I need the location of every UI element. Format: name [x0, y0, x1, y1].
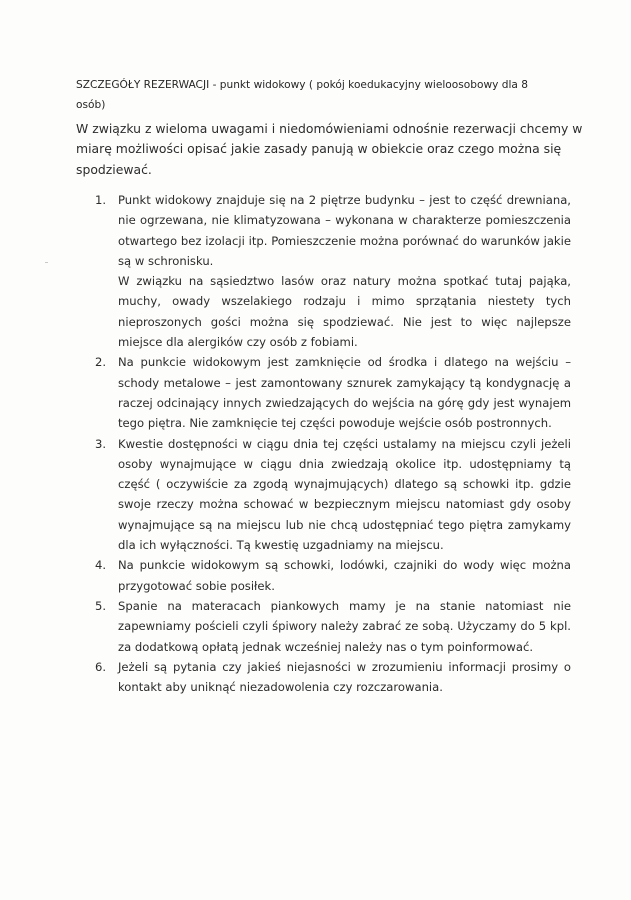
rule-text: Na punkcie widokowym jest zamknięcie od środka i dlatego na wejściu – schody metalowe – jest zamontowany sznurek zamykający tą kondygnację a raczej odcinający innych zwiedzających do wejścia na górę gdy jest wynajem tego piętra. Nie zamknięcie tej części powoduje wejście osób postronnych.	[118, 355, 571, 431]
title-line-2: osób)	[76, 99, 106, 111]
rule-text: Jeżeli są pytania czy jakieś niejasności w zrozumieniu informacji prosimy o kontakt aby uniknąć niezadowolenia czy rozczarowania.	[118, 659, 571, 695]
rule-number: 6.	[95, 659, 107, 674]
rule-number: 3.	[95, 436, 107, 451]
rule-number: 1.	[95, 193, 107, 207]
rule-text: Na punkcie widokowym są schowki, lodówki, czajniki do wody więc można przygotować sobie posiłek.	[118, 558, 571, 593]
intro-paragraph: W związku z wieloma uwagami i niedomówieniami odnośnie rezerwacji chcemy w miarę możliwości opisać jakie zasady panują w obiekcie oraz czego można się spodziewać.	[76, 121, 583, 177]
rule-item-3	[95, 434, 571, 556]
rule-number: 4.	[95, 558, 107, 573]
rule-item-1	[95, 190, 571, 352]
rule-item-6	[95, 657, 571, 698]
rule-text: Punkt widokowy znajduje się na 2 piętrze budynku – jest to część drewniana, nie ogrzewana, nie klimatyzowana – wykonana w charakterze pomieszczenia otwartego bez izolacji itp. Pomieszczenie można porównać do warunków jakie są w schronisku.	[118, 193, 571, 268]
document-title	[76, 75, 556, 115]
rule-item-4	[95, 555, 571, 596]
title-line-1: SZCZEGÓŁY REZERWACJI - punkt widokowy ( pokój koedukacyjny wieloosobowy dla 8	[76, 79, 529, 91]
rule-number: 2.	[95, 355, 107, 370]
rule-item-2	[95, 352, 571, 433]
rule-text: Spanie na materacach piankowych mamy je na stanie natomiast nie zapewniamy pościeli czyli śpiwory należy zabrać ze sobą. Użyczamy do 5 kpl. za dodatkową opłatą jednak wcześniej należy nas o tym poinformować.	[118, 598, 571, 654]
rule-item-5	[95, 596, 571, 657]
rule-text: Kwestie dostępności w ciągu dnia tej części ustalamy na miejscu czyli jeżeli osoby wynajmujące w ciągu dnia zwiedzają okolice itp. udostępniamy tą część ( oczywiście za zgodą wynajmujących) dlatego są schowki itp. gdzie swoje rzeczy można schować w bezpiecznym miejscu natomiast gdy osoby wynajmujące są na miejscu lub nie chcą udostępniać tego piętra zamykamy dla ich wyłączności. Tą kwestię uzgadniamy na miejscu.	[118, 436, 571, 553]
scan-speck	[45, 262, 48, 263]
rules-list	[95, 190, 571, 697]
rule-text-continued: W związku na sąsiedztwo lasów oraz natury można spotkać tutaj pająka, muchy, owady wszelakiego rodzaju i mimo sprzątania niestety tych nieproszonych gości można się spodziewać. Nie jest to więc najlepsze miejsce dla alergików czy osób z fobiami.	[118, 274, 571, 350]
rule-number: 5.	[95, 598, 107, 613]
